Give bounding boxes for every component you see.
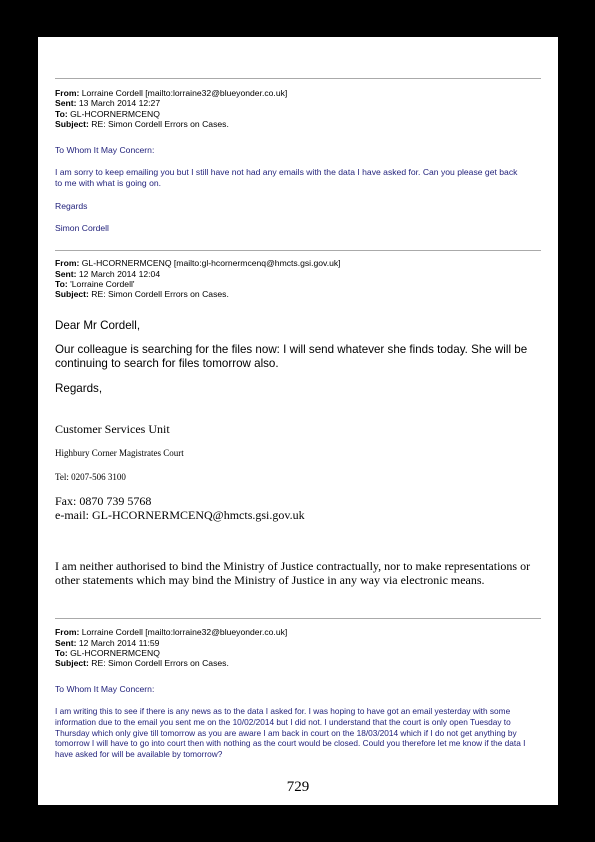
to-label: To: xyxy=(55,109,68,119)
email-salutation: To Whom It May Concern: xyxy=(55,145,155,155)
sent-label: Sent: xyxy=(55,269,77,279)
email-subject-line xyxy=(55,119,229,129)
email-from-line xyxy=(55,627,287,637)
signature-court: Highbury Corner Magistrates Court xyxy=(55,448,184,458)
subject-label: Subject: xyxy=(55,289,89,299)
signature-fax: Fax: 0870 739 5768 xyxy=(55,494,152,508)
to-value: GL-HCORNERMCENQ xyxy=(70,648,160,658)
subject-label: Subject: xyxy=(55,658,89,668)
sent-label: Sent: xyxy=(55,98,77,108)
sent-value: 12 March 2014 11:59 xyxy=(78,638,160,648)
to-label: To: xyxy=(55,648,68,658)
email-sent-line xyxy=(55,638,159,648)
email-from-line xyxy=(55,258,341,268)
email-to-line xyxy=(55,109,160,119)
from-label: From: xyxy=(55,627,80,637)
subject-value: RE: Simon Cordell Errors on Cases. xyxy=(91,289,229,299)
subject-label: Subject: xyxy=(55,119,89,129)
sent-label: Sent: xyxy=(55,638,77,648)
to-value: 'Lorraine Cordell' xyxy=(70,279,135,289)
sent-value: 12 March 2014 12:04 xyxy=(78,269,161,279)
email-body: Our colleague is searching for the files now: I will send whatever she finds today. She will be continuing to search for files tomorrow also. xyxy=(55,343,528,371)
signature-email: e-mail: GL-HCORNERMCENQ@hmcts.gsi.gov.uk xyxy=(55,508,305,522)
email-sent-line xyxy=(55,98,160,108)
subject-value: RE: Simon Cordell Errors on Cases. xyxy=(91,119,229,129)
signature-tel: Tel: 0207-506 3100 xyxy=(55,472,126,482)
email-salutation: Dear Mr Cordell, xyxy=(55,319,141,332)
signature-unit: Customer Services Unit xyxy=(55,422,170,436)
email-signature: Simon Cordell xyxy=(55,223,109,233)
legal-disclaimer: I am neither authorised to bind the Ministry of Justice contractually, nor to make representations or other statements which may bind the Ministry of Justice in any way via electronic means. xyxy=(55,559,531,587)
email-body: I am writing this to see if there is any news as to the data I asked for. I was hoping to have got an email yesterday with some information due to the email you sent me on the 10/02/2014 but I did not. I understand that the court is only open Tuesday to Thursday which only give till tomorrow as you are aware I am back in court on the 18/03/2014 which if I do not get anything by tomorrow I will have to go into court then with nothing as the court would be closed. Could you therefore let me know if the data I have asked for will be available by tomorrow? xyxy=(55,706,526,760)
to-label: To: xyxy=(55,279,68,289)
email-subject-line xyxy=(55,289,229,299)
page-number: 729 xyxy=(286,779,310,795)
from-value: Lorraine Cordell [mailto:lorraine32@blueyonder.co.uk] xyxy=(81,88,288,98)
sent-value: 13 March 2014 12:27 xyxy=(78,98,161,108)
document-page xyxy=(38,37,558,805)
email-to-line xyxy=(55,648,160,658)
email-from-line xyxy=(55,88,287,98)
from-value: Lorraine Cordell [mailto:lorraine32@blueyonder.co.uk] xyxy=(81,627,288,637)
email-subject-line xyxy=(55,658,229,668)
from-label: From: xyxy=(55,88,80,98)
email-separator xyxy=(55,78,541,79)
from-label: From: xyxy=(55,258,80,268)
email-body: I am sorry to keep emailing you but I still have not had any emails with the data I have asked for. Can you please get back to me with what is going on. xyxy=(55,167,518,189)
from-value: GL-HCORNERMCENQ [mailto:gl-hcornermcenq@hmcts.gsi.gov.uk] xyxy=(81,258,341,268)
email-separator xyxy=(55,250,541,251)
email-separator xyxy=(55,618,541,619)
subject-value: RE: Simon Cordell Errors on Cases. xyxy=(91,658,229,668)
email-sent-line xyxy=(55,269,160,279)
email-salutation: To Whom It May Concern: xyxy=(55,684,155,694)
email-to-line xyxy=(55,279,135,289)
to-value: GL-HCORNERMCENQ xyxy=(70,109,160,119)
email-closing: Regards xyxy=(55,201,88,211)
email-closing: Regards, xyxy=(55,382,103,395)
